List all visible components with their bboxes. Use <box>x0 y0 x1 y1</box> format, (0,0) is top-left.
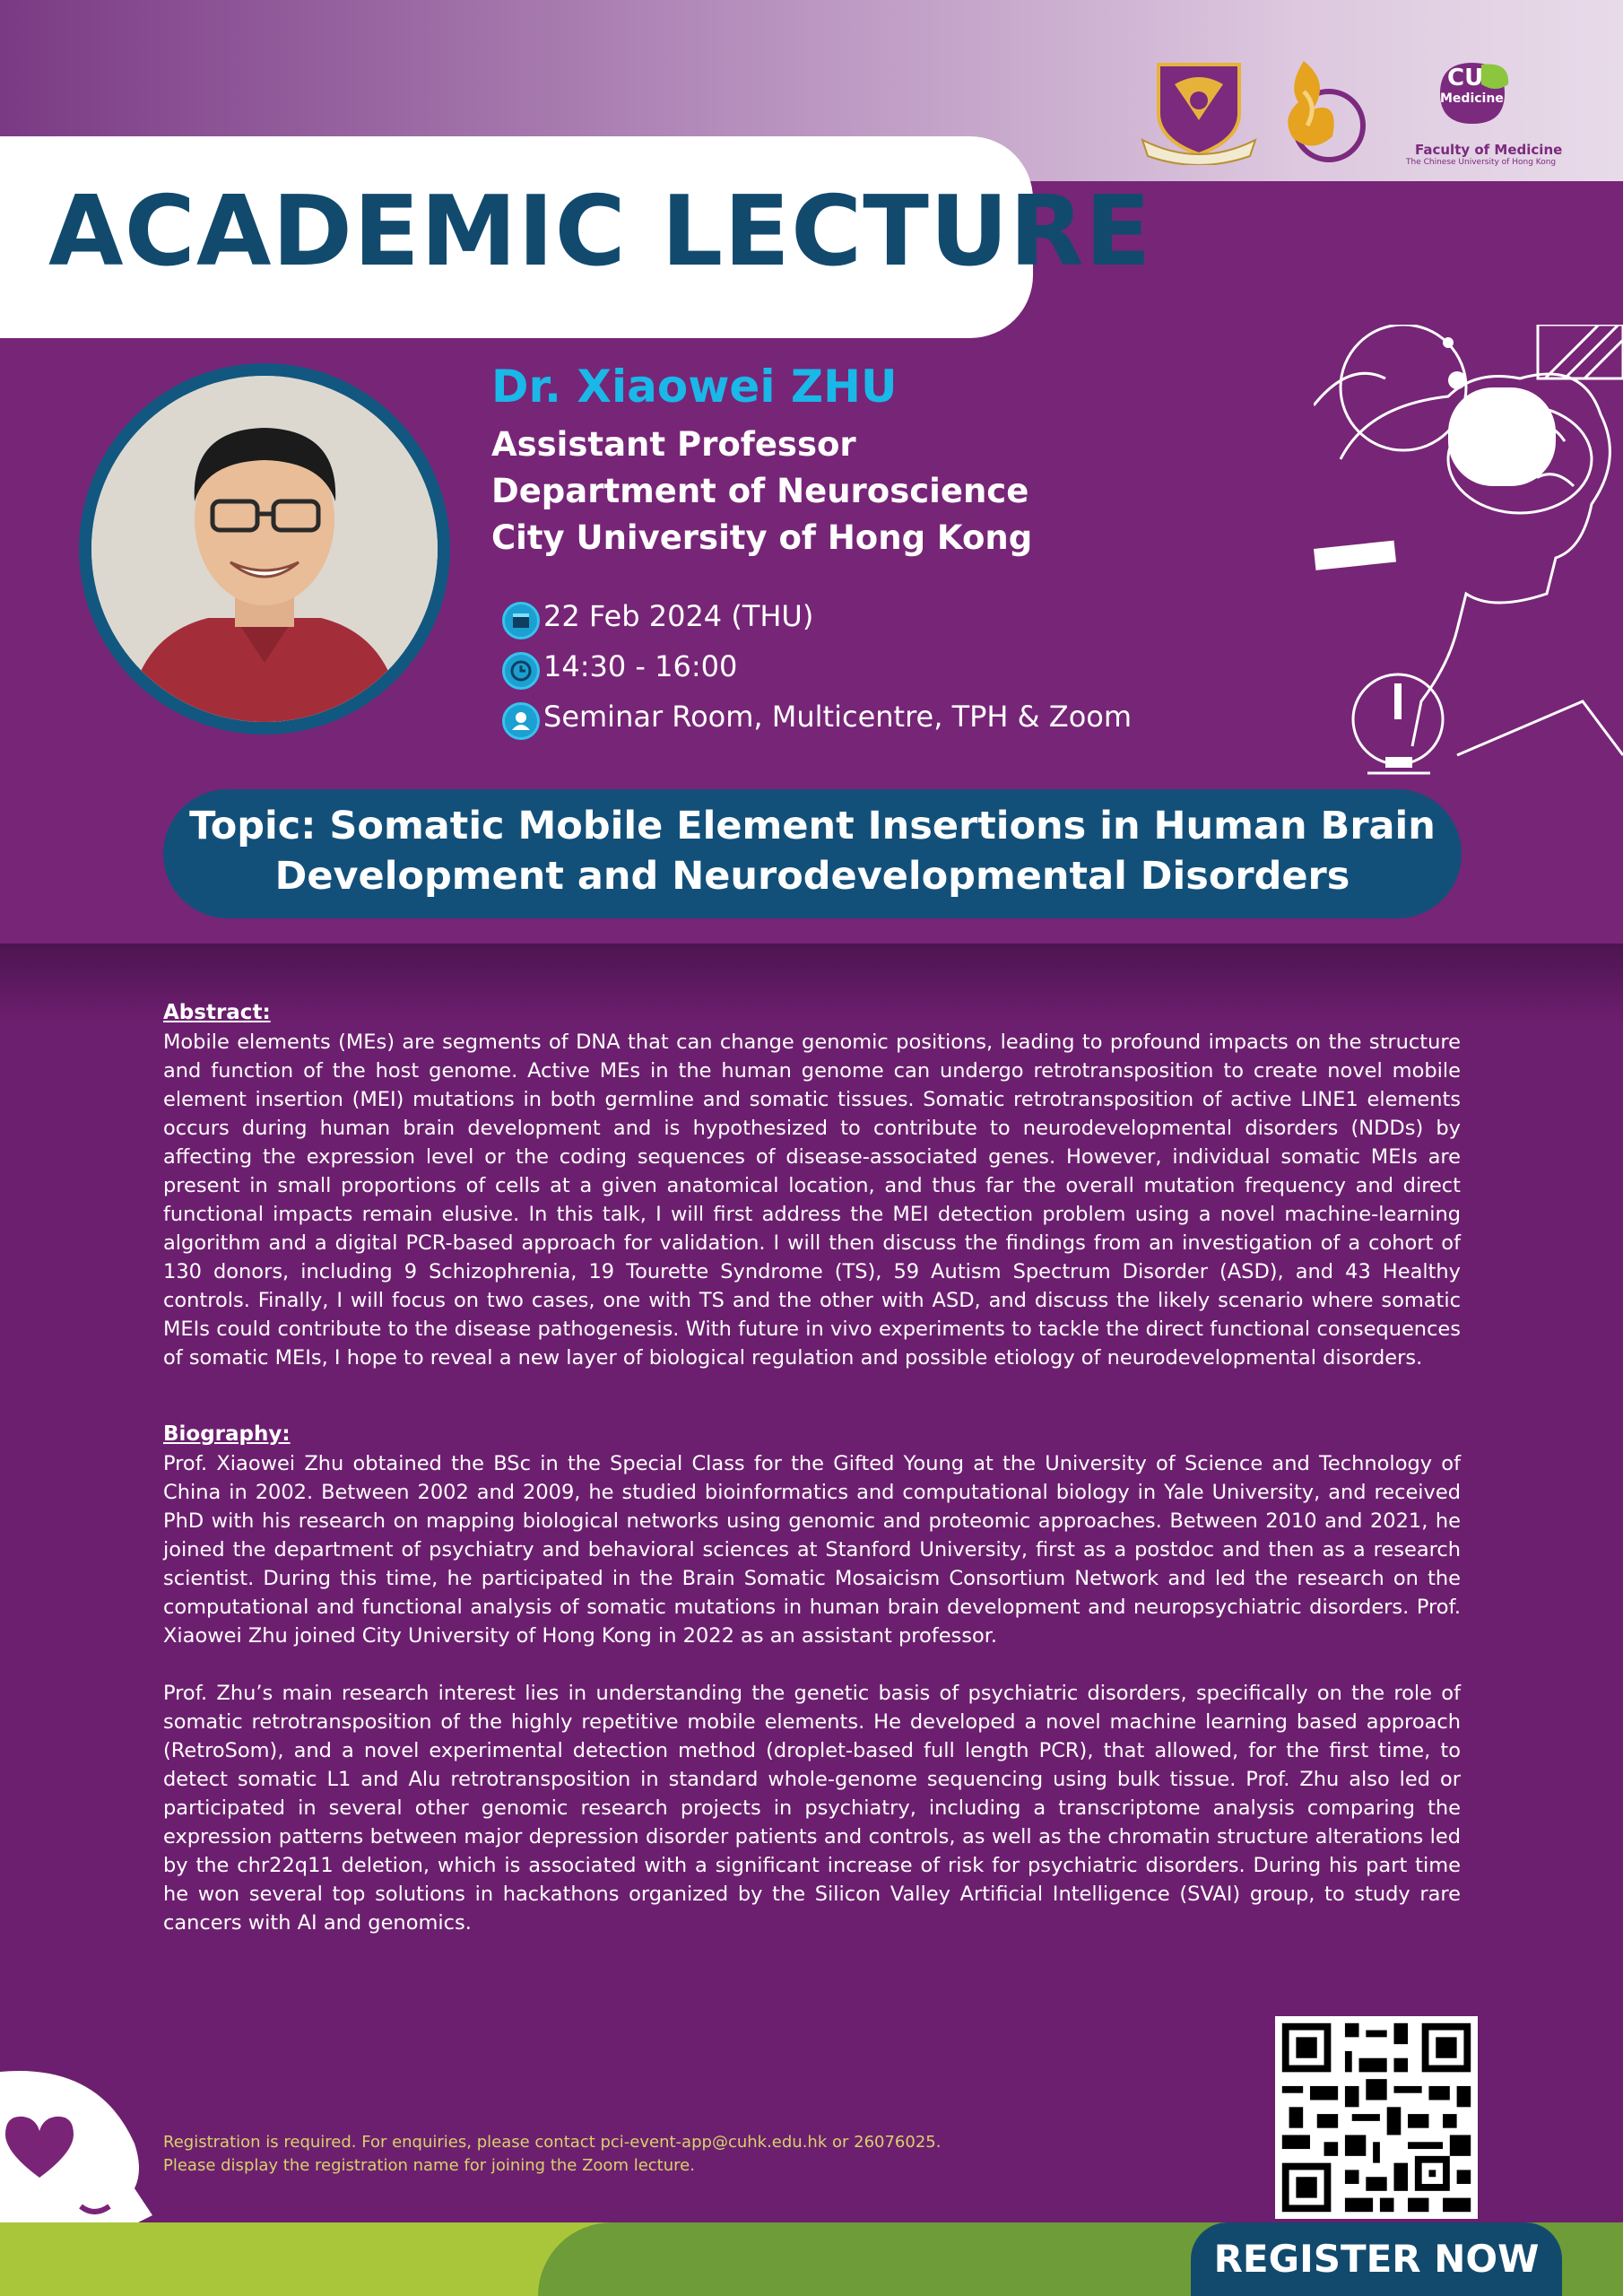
biography-heading: Biography: <box>163 1422 291 1446</box>
topic-line-2: Development and Neurodevelopmental Disorders <box>274 854 1350 899</box>
topic-line-1: Topic: Somatic Mobile Element Insertions in Human Brain <box>189 804 1436 848</box>
speaker-department: Department of Neuroscience <box>491 472 1029 510</box>
abstract-heading: Abstract: <box>163 1001 271 1024</box>
page-title: ACADEMIC LECTURE <box>48 176 1152 288</box>
register-now-button[interactable]: REGISTER NOW <box>1191 2222 1562 2296</box>
brain-illustration <box>1314 325 1623 784</box>
speaker-title: Assistant Professor <box>491 425 856 464</box>
faculty-sub: The Chinese University of Hong Kong <box>1406 158 1557 167</box>
speaker-institution: City University of Hong Kong <box>491 518 1033 557</box>
cu-medicine-logo <box>1406 57 1563 172</box>
clock-icon <box>502 652 540 690</box>
university-crest-logo <box>1139 57 1259 165</box>
cu-logo-text: CU <box>1447 65 1484 91</box>
phoenix-logo <box>1277 56 1370 163</box>
faculty-name: Faculty of Medicine <box>1415 142 1563 158</box>
person-icon <box>502 702 540 740</box>
speaker-portrait-image <box>91 376 438 722</box>
event-venue: Seminar Room, Multicentre, TPH & Zoom <box>543 700 1133 734</box>
event-time: 14:30 - 16:00 <box>543 649 738 683</box>
biography-para-2: Prof. Zhu’s main research interest lies in understanding the genetic basis of psychiatric disorders, specifically on the role of somatic retrotransposition of the highly repetitive mobile elements. He developed a novel machine learning based approach (RetroSom), and a novel experimental detection method (droplet-based full length PCR), that allowed, for the first time, to detect somatic L1 and Alu retrotransposition in standard whole-genome sequencing using bulk tissue. Prof. Zhu also led or participated in several other genomic research projects in psychiatry, including a transcriptome analysis comparing the expression patterns between major depression disorder patients and controls, as well as the chromatin structure alterations led by the chr22q11 deletion, which is associated with a significant increase of risk for psychiatric disorders. During his part time he won several top solutions in hackathons organized by the Silicon Valley Artificial Intelligence (SVAI) group, to study rare cancers with AI and genomics. <box>163 1682 1461 1935</box>
qr-code-icon[interactable] <box>1275 2016 1478 2219</box>
abstract-text: Mobile elements (MEs) are segments of DNA that can change genomic positions, leading to profound impacts on the structure and function of the host genome. Active MEs in the human genome can undergo retrotransposition to create novel mobile element insertion (MEI) mutations in both germline and somatic tissues. Somatic retrotransposition of active LINE1 elements occurs during human brain development and is hypothesized to contribute to neurodevelopmental disorders (NDDs) by affecting the expression level or the coding sequences of disease-associated genes. However, individual somatic MEIs are present in small proportions of cells at a given anatomical location, and thus far the overall mutation frequency and direct functional impacts remain elusive. In this talk, I will first address the MEI detection problem using a novel machine-learning algorithm and a digital PCR-based approach for validation. I will then discuss the findings from an investigation of a cohort of 130 donors, including 9 Schizophrenia, 19 Tourette Syndrome (TS), 59 Autism Spectrum Disorder (ASD), and 43 Healthy controls. Finally, I will focus on two cases, one with TS and the other with ASD, and discuss the likely scenario where somatic MEIs could contribute to the disease pathogenesis. With future in vivo experiments to tackle the direct functional consequences of somatic MEIs, I hope to reveal a new layer of biological regulation and possible etiology of neurodevelopmental disorders. <box>163 1031 1461 1370</box>
calendar-icon <box>502 602 540 639</box>
registration-note-line-1: Registration is required. For enquiries, please contact pci-event-app@cuhk.edu.hk or 26076025. <box>163 2133 942 2152</box>
registration-note-line-2: Please display the registration name for joining the Zoom lecture. <box>163 2156 695 2175</box>
event-date: 22 Feb 2024 (THU) <box>543 599 814 633</box>
topic-pill <box>163 789 1462 918</box>
biography-para-1: Prof. Xiaowei Zhu obtained the BSc in the Special Class for the Gifted Young at the University of Science and Technology of China in 2002. Between 2002 and 2009, he studied bioinformatics and computational biology in Yale University, and received PhD with his research on mapping biological networks using genomic and proteomic approaches. Between 2010 and 2021, he joined the department of psychiatry and behavioral sciences at Stanford University, first as a postdoc and then as a research scientist. During this time, he participated in the Brain Somatic Mosaicism Consortium Network and led the research on the computational and functional analysis of somatic mutations in human brain development and neuropsychiatric disorders. Prof. Xiaowei Zhu joined City University of Hong Kong in 2022 as an assistant professor. <box>163 1452 1461 1648</box>
registration-note <box>163 2131 941 2178</box>
cu-logo-sub: Medicine <box>1440 91 1504 106</box>
speaker-photo <box>79 363 450 735</box>
speaker-name: Dr. Xiaowei ZHU <box>491 361 898 413</box>
